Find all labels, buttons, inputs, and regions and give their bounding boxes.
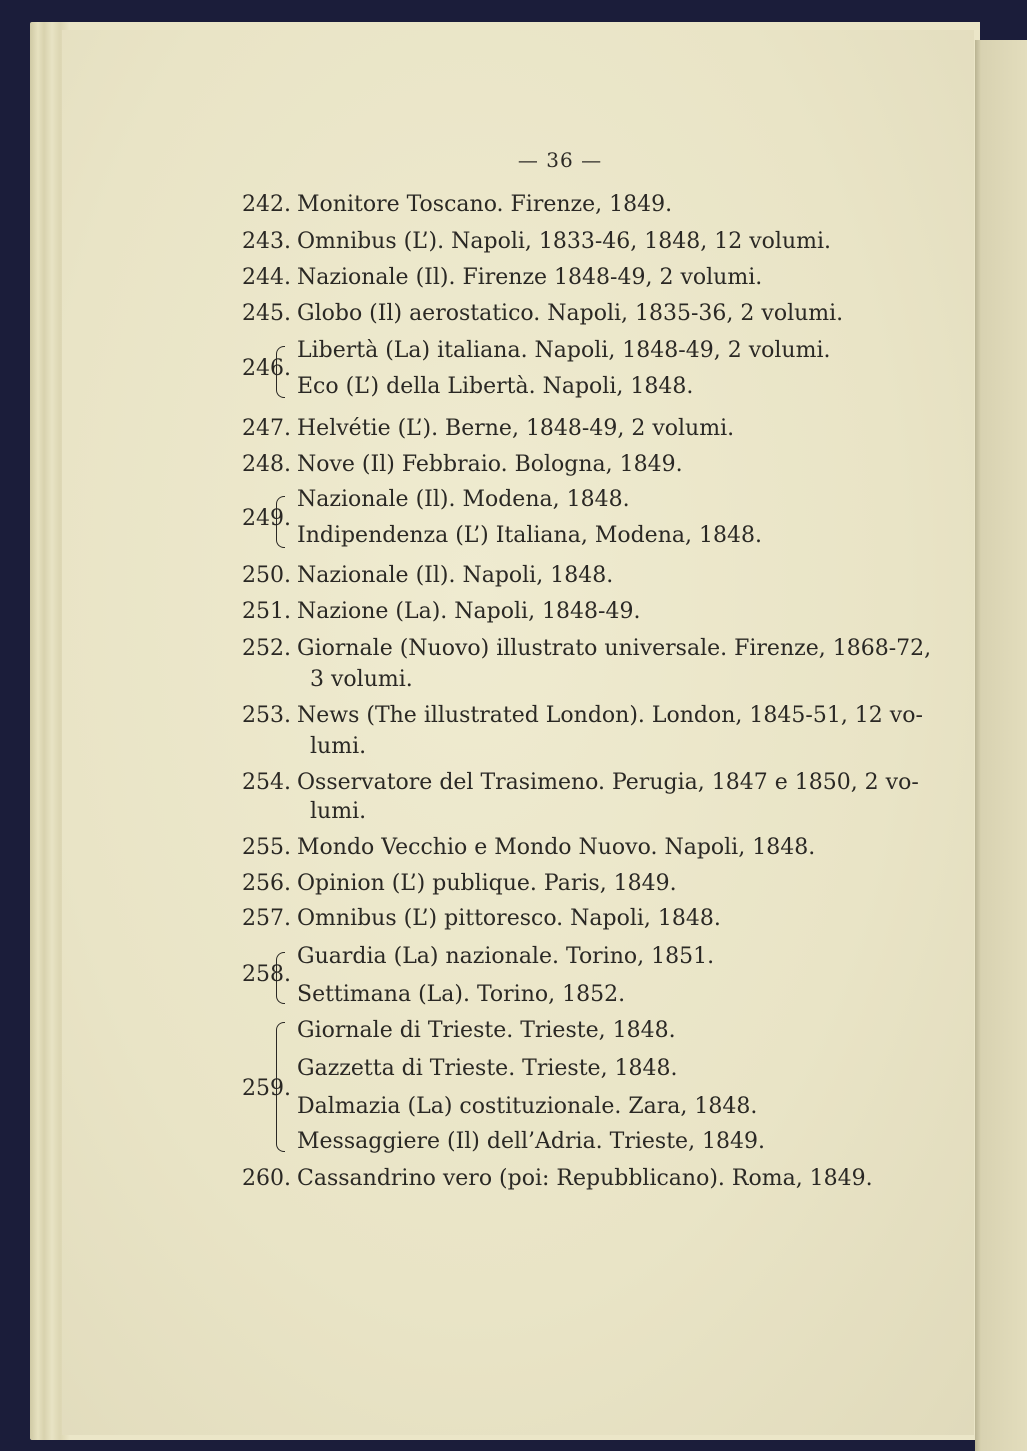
entry-number: 246. xyxy=(242,356,291,381)
entry-text: Settimana (La). Torino, 1852. xyxy=(297,982,626,1007)
entry-text: Opinion (L’) publique. Paris, 1849. xyxy=(297,871,677,896)
grouping-brace xyxy=(276,346,285,398)
entry-text: Messaggiere (Il) dell’Adria. Trieste, 1849. xyxy=(297,1129,766,1154)
entry-number: 254. xyxy=(242,770,291,795)
entry-number: 247. xyxy=(242,416,291,441)
entry-number: 242. xyxy=(242,192,291,217)
entry-text: Globo (Il) aerostatico. Napoli, 1835-36, 2 volumi. xyxy=(297,301,844,326)
entry-number: 257. xyxy=(242,906,291,931)
entry-number: 250. xyxy=(242,563,291,588)
entry-number: 251. xyxy=(242,599,291,624)
entry-text: Guardia (La) nazionale. Torino, 1851. xyxy=(297,944,715,969)
entry-text: Omnibus (L’). Napoli, 1833-46, 1848, 12 volumi. xyxy=(297,229,832,254)
entry-text: Giornale di Trieste. Trieste, 1848. xyxy=(297,1018,676,1043)
entry-number: 256. xyxy=(242,871,291,896)
entry-text: Nove (Il) Febbraio. Bologna, 1849. xyxy=(297,452,683,477)
entry-text: Nazionale (Il). Modena, 1848. xyxy=(297,487,630,512)
entry-text: Gazzetta di Trieste. Trieste, 1848. xyxy=(297,1056,678,1081)
entry-text: Nazionale (Il). Napoli, 1848. xyxy=(297,563,614,588)
entry-number: 258. xyxy=(242,962,291,987)
entry-text: Eco (L’) della Libertà. Napoli, 1848. xyxy=(297,374,694,399)
entry-text: Nazione (La). Napoli, 1848-49. xyxy=(297,599,641,624)
entry-number: 249. xyxy=(242,506,291,531)
entry-number: 243. xyxy=(242,229,291,254)
entry-continuation: lumi. xyxy=(310,799,367,824)
entry-text: News (The illustrated London). London, 1845-51, 12 vo- xyxy=(297,703,923,728)
entry-text: Nazionale (Il). Firenze 1848-49, 2 volumi. xyxy=(297,265,763,290)
entry-number: 245. xyxy=(242,301,291,326)
entry-text: Osservatore del Trasimeno. Perugia, 1847 e 1850, 2 vo- xyxy=(297,770,919,795)
entry-text: Monitore Toscano. Firenze, 1849. xyxy=(297,192,673,217)
entry-text: Giornale (Nuovo) illustrato universale. Firenze, 1868-72, xyxy=(297,636,932,661)
entry-number: 259. xyxy=(242,1076,291,1101)
entry-text: Mondo Vecchio e Mondo Nuovo. Napoli, 1848. xyxy=(297,835,816,860)
entry-continuation: lumi. xyxy=(310,734,367,759)
entry-text: Dalmazia (La) costituzionale. Zara, 1848. xyxy=(297,1094,758,1119)
entry-text: Helvétie (L’). Berne, 1848-49, 2 volumi. xyxy=(297,416,735,441)
entry-text: Omnibus (L’) pittoresco. Napoli, 1848. xyxy=(297,906,721,931)
entry-number: 244. xyxy=(242,265,291,290)
entry-number: 252. xyxy=(242,636,291,661)
page-number: — 36 — xyxy=(517,148,603,172)
entry-text: Indipendenza (L’) Italiana, Modena, 1848. xyxy=(297,523,762,548)
entry-continuation: 3 volumi. xyxy=(310,667,413,692)
entry-number: 253. xyxy=(242,703,291,728)
entry-number: 255. xyxy=(242,835,291,860)
entry-text: Cassandrino vero (poi: Repubblicano). Roma, 1849. xyxy=(297,1166,873,1191)
grouping-brace xyxy=(276,952,285,1004)
entry-text: Libertà (La) italiana. Napoli, 1848-49, 2 volumi. xyxy=(297,338,831,363)
entry-number: 248. xyxy=(242,452,291,477)
grouping-brace xyxy=(276,496,285,548)
entry-number: 260. xyxy=(242,1166,291,1191)
grouping-brace xyxy=(276,1022,285,1152)
